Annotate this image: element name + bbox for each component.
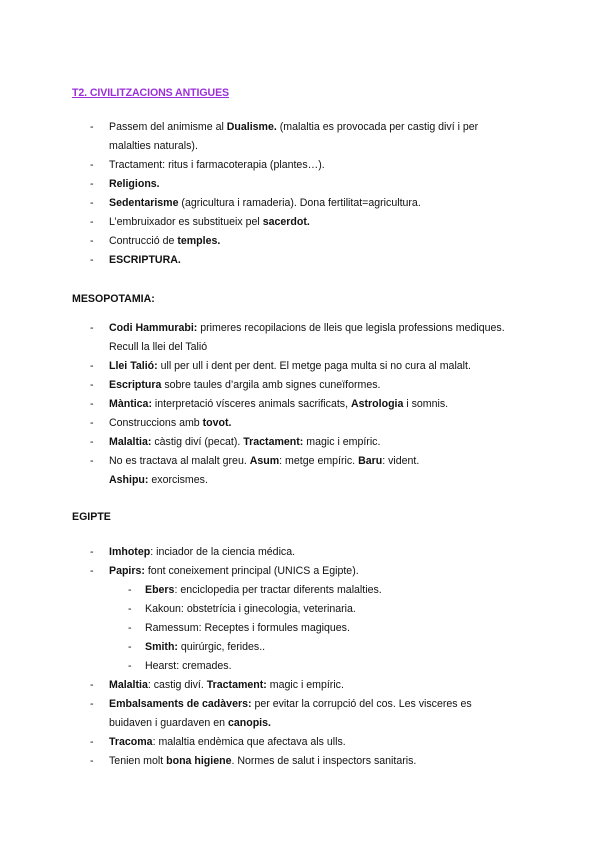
item-bold: Baru	[358, 455, 383, 467]
bullet-dash: -	[90, 546, 94, 558]
list-item-continuation: Recull la llei del Talió	[109, 341, 208, 353]
item-text: Tenien molt	[109, 755, 167, 767]
item-bold: Astrologia	[350, 398, 404, 410]
bullet-dash: -	[90, 254, 94, 266]
item-bold: Llei Talió:	[109, 360, 158, 372]
item-text: : enciclopedia per tractar diferents malalties.	[174, 584, 382, 596]
item-text: magic i empíric.	[303, 436, 381, 448]
item-bold: Religions.	[109, 178, 160, 190]
item-bold: Malaltia	[109, 679, 148, 691]
bullet-dash: -	[128, 584, 132, 596]
bullet-dash: -	[128, 660, 132, 672]
item-text: : vident.	[382, 455, 420, 467]
item-text: Construccions amb	[109, 417, 203, 429]
item-text: (agricultura i ramaderia). Dona fertilitat=agricultura.	[178, 197, 421, 209]
item-bold: Ashipu:	[109, 474, 149, 486]
item-text: : metge empíric.	[279, 455, 359, 467]
list-item-continuation: malalties naturals).	[109, 140, 198, 152]
item-bold: Ebers	[145, 584, 175, 596]
item-text: No es tractava al malalt greu.	[109, 455, 250, 467]
bullet-dash: -	[90, 565, 94, 577]
item-text: primeres recopilacions de lleis que legisla professions mediques.	[197, 322, 505, 334]
bullet-dash: -	[90, 455, 94, 467]
item-text: quirúrgic, ferides..	[177, 641, 266, 653]
bullet-dash: -	[90, 398, 94, 410]
bullet-dash: -	[90, 216, 94, 228]
item-text: Hearst: cremades.	[145, 660, 232, 672]
bullet-dash: -	[90, 159, 94, 171]
bullet-dash: -	[90, 698, 94, 710]
item-bold: Tracoma	[109, 736, 153, 748]
item-text: (malaltia es provocada per castig diví i per	[276, 121, 479, 133]
item-bold: Escriptura	[109, 379, 162, 391]
item-bold: temples.	[177, 235, 221, 247]
item-text: Contrucció de	[109, 235, 178, 247]
bullet-dash: -	[90, 679, 94, 691]
item-bold: Embalsaments de cadàvers:	[109, 698, 252, 710]
bullet-dash: -	[90, 235, 94, 247]
item-text: ull per ull i dent per dent. El metge paga multa si no cura al malalt.	[157, 360, 471, 372]
item-bold: Dualisme.	[226, 121, 277, 133]
section-heading-mesopotamia: MESOPOTAMIA:	[72, 293, 155, 305]
item-text: buidaven i guardaven en	[109, 717, 228, 729]
list-item-continuation	[109, 471, 208, 490]
item-text: : castig diví.	[147, 679, 207, 691]
bullet-dash: -	[90, 121, 94, 133]
item-bold: Imhotep	[109, 546, 151, 558]
item-bold: canopis.	[227, 717, 271, 729]
item-bold: Asum	[249, 455, 280, 467]
item-text: Kakoun: obstetrícia i ginecologia, veterinaria.	[145, 603, 356, 615]
bullet-dash: -	[90, 322, 94, 334]
bullet-dash: -	[90, 360, 94, 372]
item-text: . Normes de salut i inspectors sanitaris.	[231, 755, 417, 767]
item-bold: Tractament:	[243, 436, 304, 448]
item-text: : inciador de la ciencia médica.	[150, 546, 296, 558]
bullet-dash: -	[90, 178, 94, 190]
item-text: font coneixement principal (UNICS a Egipte).	[144, 565, 359, 577]
item-bold: Sedentarisme	[109, 197, 179, 209]
item-bold: Malaltia:	[109, 436, 152, 448]
item-bold: sacerdot.	[262, 216, 310, 228]
bullet-dash: -	[90, 379, 94, 391]
item-text: L’embruixador es substitueix pel	[109, 216, 263, 228]
item-bold: tovot.	[202, 417, 232, 429]
item-bold: Tractament:	[206, 679, 267, 691]
bullet-dash: -	[90, 755, 94, 767]
item-bold: bona higiene	[166, 755, 232, 767]
item-text: exorcismes.	[148, 474, 208, 486]
section-heading-egipte: EGIPTE	[72, 511, 111, 523]
item-bold: Papirs:	[109, 565, 145, 577]
bullet-dash: -	[128, 641, 132, 653]
item-text: per evitar la corrupció del cos. Les visceres es	[251, 698, 472, 710]
item-text: interpretació vísceres animals sacrificats,	[151, 398, 351, 410]
item-text: càstig diví (pecat).	[151, 436, 244, 448]
item-text: : malaltia endèmica que afectava als ulls.	[152, 736, 346, 748]
item-bold: Smith:	[145, 641, 178, 653]
bullet-dash: -	[90, 436, 94, 448]
document-title: T2. CIVILITZACIONS ANTIGUES	[72, 87, 229, 99]
item-text: magic i empíric.	[266, 679, 344, 691]
bullet-dash: -	[128, 622, 132, 634]
item-text: i somnis.	[403, 398, 449, 410]
item-text: sobre taules d’argila amb signes cuneïformes.	[161, 379, 381, 391]
item-text: Passem del animisme al	[109, 121, 227, 133]
bullet-dash: -	[128, 603, 132, 615]
item-bold: Màntica:	[109, 398, 152, 410]
item-bold: Codi Hammurabi:	[109, 322, 198, 334]
item-text: Ramessum: Receptes i formules magiques.	[145, 622, 350, 634]
item-text: Tractament: ritus i farmacoterapia (plantes…).	[109, 159, 325, 171]
list-item-continuation	[109, 714, 271, 733]
item-bold: ESCRIPTURA.	[109, 254, 181, 266]
bullet-dash: -	[90, 736, 94, 748]
bullet-dash: -	[90, 417, 94, 429]
bullet-dash: -	[90, 197, 94, 209]
